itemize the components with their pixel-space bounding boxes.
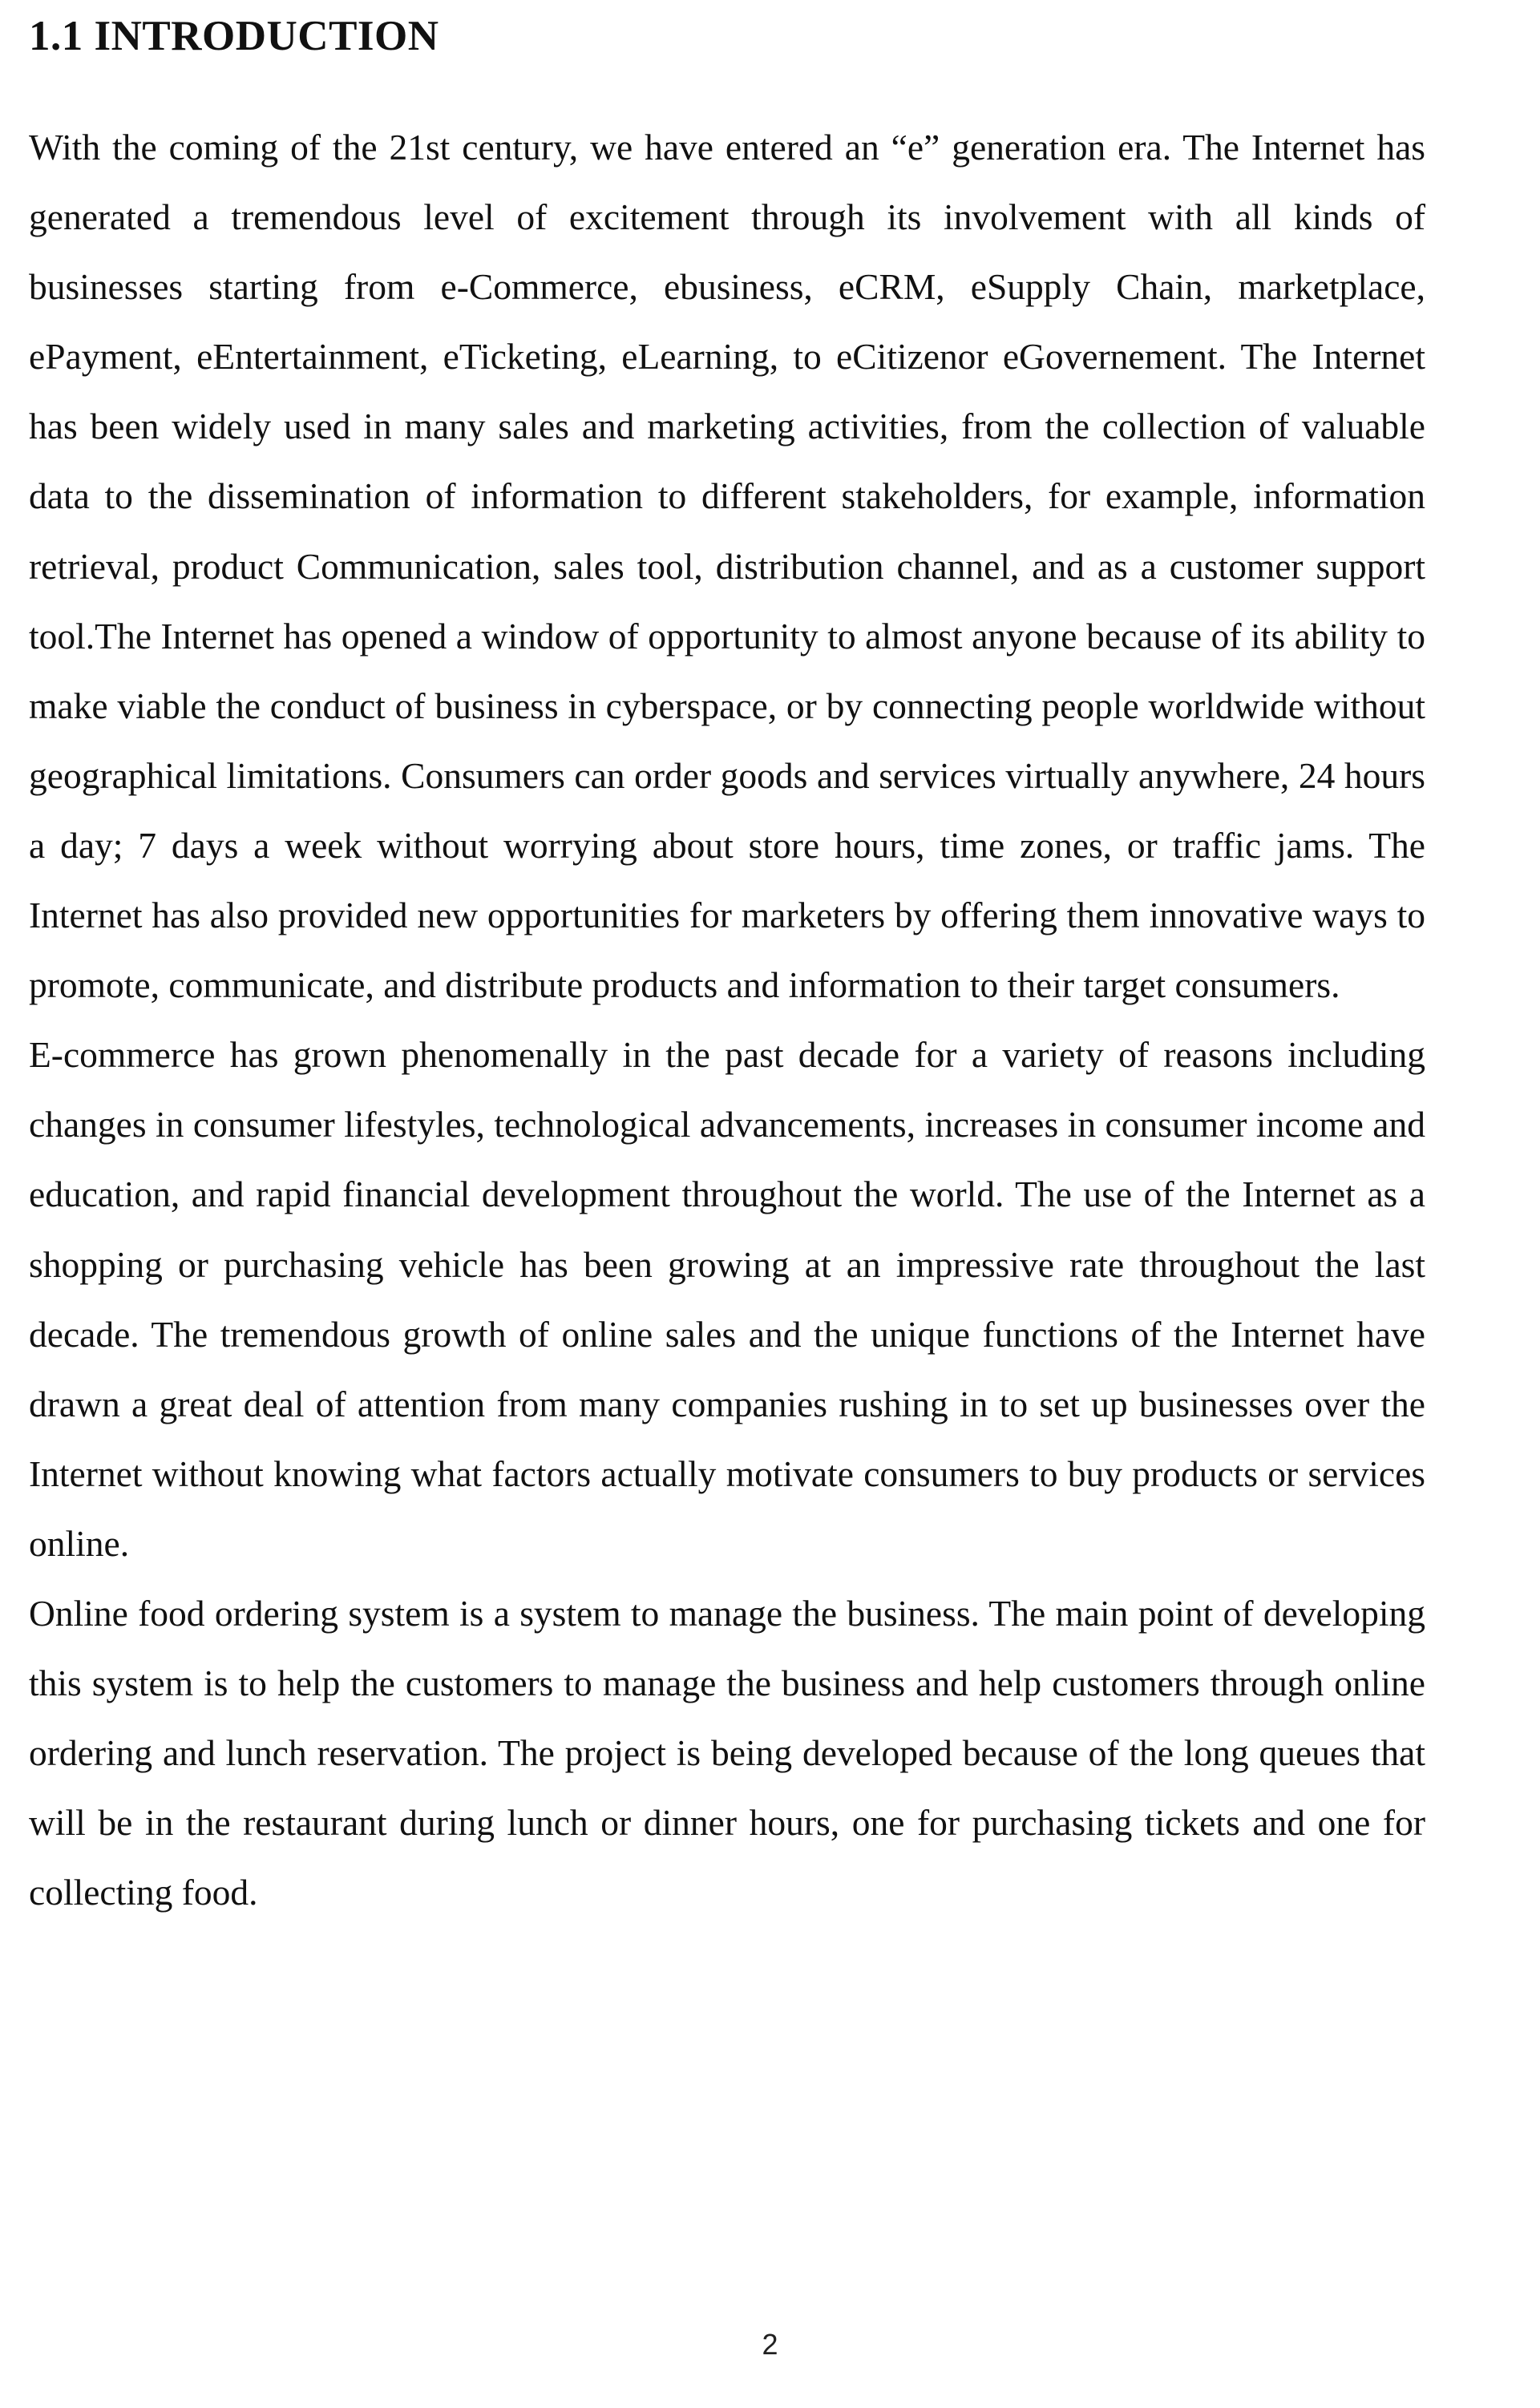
paragraph-ecommerce-growth: E-commerce has grown phenomenally in the past decade for a variety of reasons including changes in consumer lifestyles, technological advancements, increases in consumer income and education, and rapid financial development throughout the world. The use of the Internet as a shopping or purchasing vehicle has been growing at an impressive rate throughout the last decade. The tremendous growth of online sales and the unique functions of the Internet have drawn a great deal of attention from many companies rushing in to set up businesses over the Internet without knowing what factors actually motivate consumers to buy products or services online. [29,1034,1425,1564]
paragraph-intro-internet: With the coming of the 21st century, we have entered an “e” generation era. The Internet has generated a tremendous level of excitement through its involvement with all kinds of businesses starting from e-Commerce, ebusiness, eCRM, eSupply Chain, marketplace, ePayment, eEntertainment, eTicketing, eLearning, to eCitizenor eGovernement. The Internet has been widely used in many sales and marketing activities, from the collection of valuable data to the dissemination of information to different stakeholders, for example, information retrieval, product Communication, sales tool, distribution channel, and as a customer support tool.The Internet has opened a window of opportunity to almost anyone because of its ability to make viable the conduct of business in cyberspace, or by connecting people worldwide without geographical limitations. Consumers can order goods and services virtually anywhere, 24 hours a day; 7 days a week without worrying about store hours, time zones, or traffic jams. The Internet has also provided new opportunities for marketers by offering them innovative ways to promote, communicate, and distribute products and information to their target consumers. [29,127,1425,1006]
paragraph-online-food-ordering: Online food ordering system is a system to manage the business. The main point of developing this system is to help the customers to manage the business and help customers through online ordering and lunch reservation. The project is being developed because of the long queues that will be in the restaurant during lunch or dinner hours, one for purchasing tickets and one for collecting food. [29,1592,1425,1913]
body-text [29,112,1425,1927]
section-heading: 1.1 INTRODUCTION [29,13,439,59]
page-number: 2 [762,2328,778,2361]
